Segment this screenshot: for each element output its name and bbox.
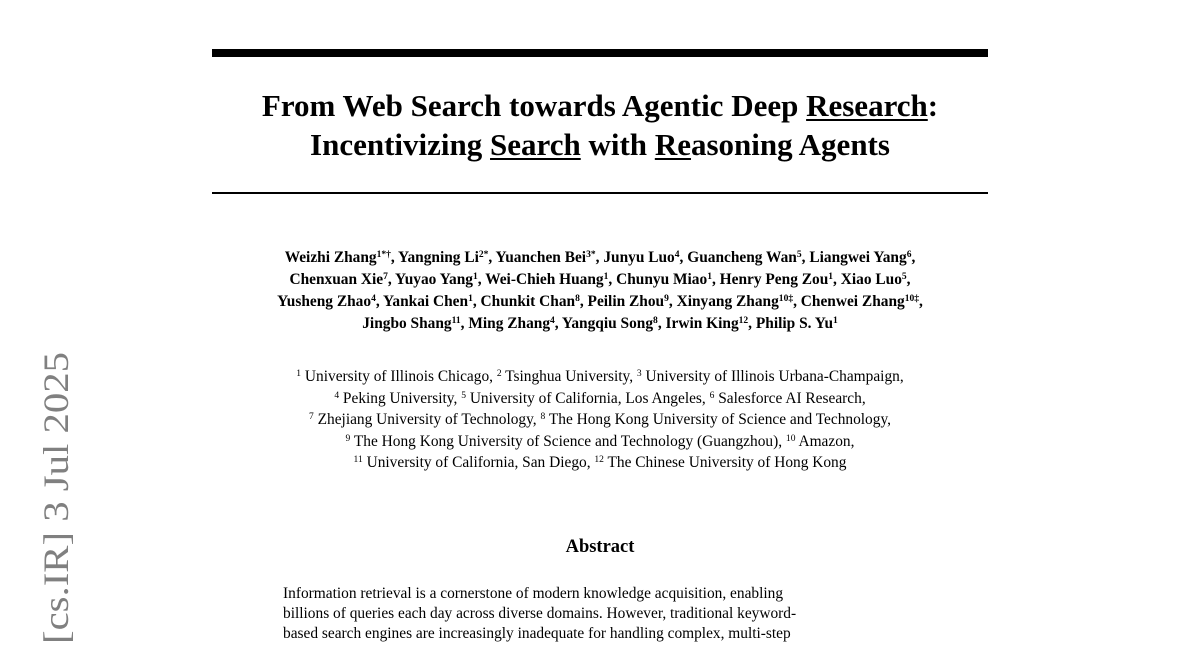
author-separator: , [375,293,383,310]
author [485,271,616,288]
author-line [150,247,1050,269]
author-separator: , [390,249,399,266]
affiliation-name: The Hong Kong University of Science and Technology, [545,411,891,429]
affiliation-number: 8 [540,410,546,422]
abstract-line: billions of queries each day across diverse domains. However, traditional keyword- [283,605,797,622]
author-separator: , [711,271,720,288]
author [496,249,604,266]
arxiv-stamp [32,350,78,646]
author-separator: , [748,315,756,332]
abstract-line: based search engines are increasingly inadequate for handling complex, multi-step [283,625,791,642]
author-affiliation-mark: 8 [575,292,580,304]
affiliation-name: University of Illinois Urbana-Champaign, [641,368,904,385]
author [277,293,383,310]
affiliation-number: 10 [785,432,796,444]
author [383,293,481,310]
author-separator: , [911,249,916,266]
affiliation [461,390,709,407]
author [603,249,687,266]
affiliation [594,454,846,471]
author [687,249,809,266]
affiliation-number: 1 [296,367,302,379]
author-affiliation-mark: 1 [828,270,834,282]
paper-title [212,86,988,164]
author-separator: , [793,293,801,310]
author-affiliation-mark: 1 [603,270,609,282]
author-separator: , [919,293,923,310]
author-affiliation-mark: 10‡ [904,292,920,304]
author-list [150,247,1050,335]
title-line-1: From Web Search towards Agentic Deep Research: [261,88,939,123]
author-separator: , [554,315,562,332]
author-affiliation-mark: 9 [664,292,669,304]
author [362,315,468,332]
author-name: Chunkit Chan [480,293,576,310]
affiliation-name: The Chinese University of Hong Kong [603,454,847,472]
author-line [150,291,1050,313]
affiliation-number: 7 [309,410,314,422]
author-name: Xiao Luo [840,271,902,288]
affiliation-line [150,366,1050,388]
author-separator: , [488,249,496,266]
abstract-heading: Abstract [565,537,635,557]
affiliation [296,368,497,385]
affiliation-name: Zhejiang University of Technology, [313,411,541,429]
affiliation-name: Salesforce AI Research, [714,389,866,407]
affiliation-list [150,366,1050,474]
author-separator: , [579,293,588,310]
affiliation-number: 2 [496,367,502,379]
author-separator: , [460,315,469,332]
author-name: Chenxuan Xie [289,271,384,288]
author-name: Chunyu Miao [616,271,708,288]
author-name: Philip S. Yu [755,315,834,332]
affiliation [334,390,461,407]
author [468,315,562,332]
author-separator: , [833,271,841,288]
author-name: Henry Peng Zou [719,271,829,288]
author-affiliation-mark: 2* [478,248,489,260]
author [562,315,666,332]
author-affiliation-mark: 5 [796,248,802,260]
author-name: Xinyang Zhang [676,293,779,310]
author-line [150,313,1050,335]
author-affiliation-mark: 1 [468,292,473,304]
author-line [150,269,1050,291]
author [395,271,485,288]
author-name: Peilin Zhou [587,293,665,310]
affiliation-name: Amazon, [795,432,855,450]
affiliation [541,411,891,428]
author-name: Irwin King [665,315,739,332]
author [756,315,838,332]
author-separator: , [906,271,911,288]
title-bottom-rule [212,192,988,194]
author-affiliation-mark: 4 [371,292,376,304]
author-affiliation-mark: 1 [473,270,478,282]
author-affiliation-mark: 1 [833,314,838,326]
author-affiliation-mark: 8 [653,314,658,326]
author [289,271,395,288]
affiliation-name: University of California, San Diego, [362,454,595,472]
affiliation-number: 11 [353,454,363,466]
author-name: Chenwei Zhang [800,293,905,310]
author-separator: , [657,315,666,332]
author-name: Junyu Luo [603,249,675,266]
arxiv-stamp-text: [cs.IR] 3 Jul 2025 [36,386,76,644]
affiliation-line [150,431,1050,453]
author-affiliation-mark: 7 [383,270,388,282]
author-affiliation-mark: 6 [906,248,912,260]
author [666,315,756,332]
author-separator: , [477,271,486,288]
author [398,249,496,266]
author-affiliation-mark: 3* [586,248,596,260]
author-separator: , [608,271,617,288]
affiliation [497,368,637,385]
affiliation [309,411,541,428]
author-name: Yuanchen Bei [495,249,587,266]
affiliation [354,454,595,471]
author-affiliation-mark: 11 [451,314,461,326]
author-name: Jingbo Shang [362,315,452,332]
affiliation [710,390,866,407]
affiliation [786,433,855,450]
author-affiliation-mark: 1*† [376,248,391,260]
author-separator: , [679,249,688,266]
affiliation-line [150,388,1050,410]
title-top-rule [212,49,988,57]
affiliation [346,433,786,450]
affiliation-name: University of California, Los Angeles, [465,389,710,407]
affiliation-number: 6 [709,389,715,401]
author-name: Guancheng Wan [687,249,797,266]
affiliation-line [150,409,1050,431]
author [720,271,841,288]
author-affiliation-mark: 12 [738,314,749,326]
affiliation-number: 12 [594,454,604,466]
affiliation-line [150,452,1050,474]
author-name: Yusheng Zhao [277,293,372,310]
affiliation [637,368,904,385]
affiliation-name: University of Illinois Chicago, [301,368,497,385]
affiliation-name: The Hong Kong University of Science and Technology (Guangzhou), [350,432,786,450]
author [588,293,677,310]
author [677,293,801,310]
author [481,293,588,310]
affiliation-name: Peking University, [339,389,462,407]
author-name: Liangwei Yang [809,249,907,266]
author-separator: , [668,293,677,310]
author-separator: , [387,271,396,288]
author [801,293,923,310]
author [841,271,911,288]
author-separator: , [472,293,481,310]
author-separator: , [595,249,604,266]
abstract-body [283,584,923,644]
author-name: Wei-Chieh Huang [485,271,604,288]
author-name: Yuyao Yang [395,271,473,288]
author-name: Yankai Chen [382,293,469,310]
author-name: Ming Zhang [468,315,551,332]
author-affiliation-mark: 4 [550,314,555,326]
author-affiliation-mark: 1 [707,270,712,282]
affiliation-number: 4 [334,389,340,401]
author-affiliation-mark: 4 [674,248,680,260]
author [285,249,398,266]
affiliation-number: 3 [636,367,642,379]
affiliation-name: Tsinghua University, [501,368,637,385]
author-affiliation-mark: 10‡ [778,292,794,304]
author [809,249,915,266]
author-separator: , [801,249,810,266]
affiliation-number: 5 [461,389,466,401]
author-affiliation-mark: 5 [901,270,907,282]
author-name: Yangning Li [398,249,479,266]
author-name: Weizhi Zhang [284,249,377,266]
title-line-2: Incentivizing Search with Reasoning Agents [310,127,890,162]
author [616,271,720,288]
abstract-line: Information retrieval is a cornerstone of modern knowledge acquisition, enabling [283,585,784,602]
affiliation-number: 9 [345,432,351,444]
author-name: Yangqiu Song [561,315,654,332]
